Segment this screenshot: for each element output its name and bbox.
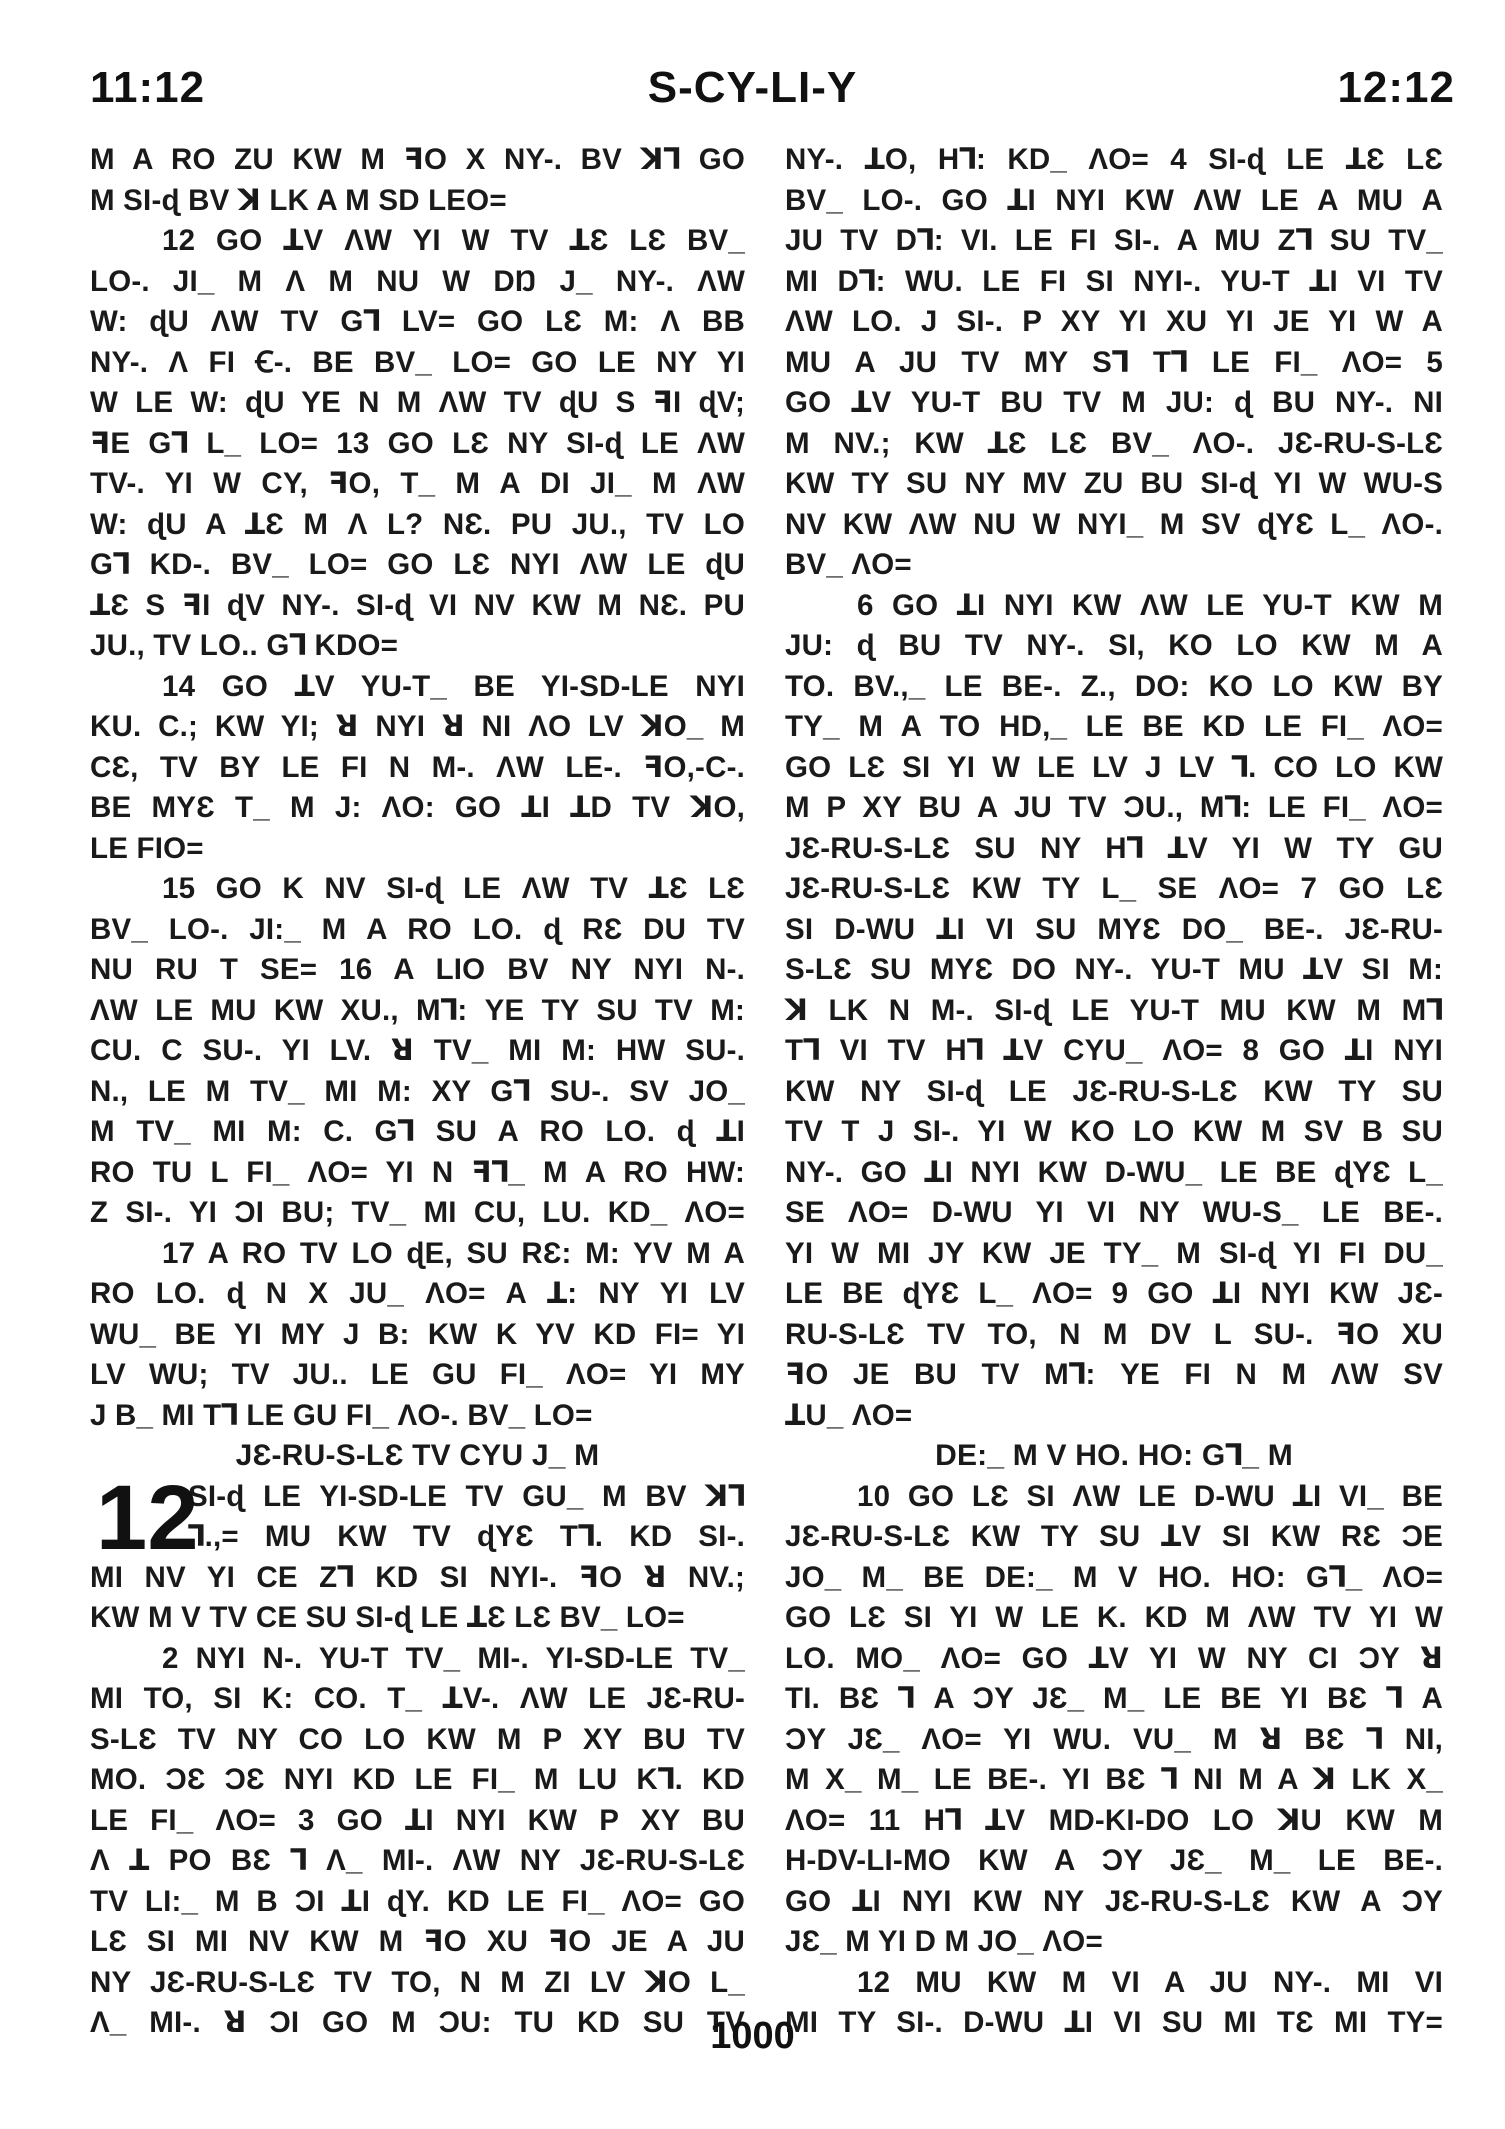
text-line: LE FIO= bbox=[90, 831, 204, 865]
text-line: YI W MI JY KW JE TY_ M SI-ɖ YI FI DU_ bbox=[785, 1236, 1443, 1270]
text-line: M SI-ɖ BV ꓘ LK A M SD LEO= bbox=[90, 183, 507, 217]
text-line: BV_ LO-. JI:_ M A RO LO. ɖ RƐ DU TV bbox=[90, 912, 745, 946]
text-line: TY_ M A TO HD,_ LE BE KD LE FI_ ΛO= bbox=[785, 710, 1443, 743]
text-line: NV KW ΛW NU W NYI_ M SV ɖYƐ L_ ΛO-. bbox=[785, 507, 1443, 541]
text-line: ΛW LO. J SI-. P XY YI XU YI JE YI W A bbox=[785, 305, 1443, 338]
text-line: Tꓶ VI TV Hꓶ ꓕV CYU_ ΛO= 8 GO ꓕI NYI bbox=[785, 1034, 1443, 1067]
section-heading: DE:_ M V HO. HO: Gꓶ_ M bbox=[935, 1439, 1293, 1472]
text-line: LƐ SI MI NV KW M ꟻO XU ꟻO JE A JU bbox=[90, 1925, 745, 1958]
text-line: RO LO. ɖ N X JU_ ΛO= A ꓕ: NY YI LV bbox=[90, 1277, 745, 1310]
text-line: LO. MO_ ΛO= GO ꓕV YI W NY CI ƆY ꓤ bbox=[785, 1641, 1443, 1675]
text-line: GO ꓕV YU-T BU TV M JU: ɖ BU NY-. NI bbox=[785, 386, 1443, 419]
header-book-title: S-CY-LI-Y bbox=[647, 63, 858, 112]
chapter-start-block bbox=[90, 1466, 745, 1569]
text-line: JƐ-RU-S-LƐ KW TY SU ꓕV SI KW RƐ ƆE bbox=[785, 1520, 1443, 1553]
text-line: GO LƐ SI YI W LE K. KD M ΛW TV YI W bbox=[785, 1601, 1443, 1634]
text-line: M NV.; KW ꓕƐ LƐ BV_ ΛO-. JƐ-RU-S-LƐ bbox=[785, 426, 1443, 460]
text-line: BE MYƐ T_ M J: ΛO: GO ꓕI ꓕD TV ꓘO, bbox=[90, 791, 745, 824]
text-line: MI TO, SI K: CO. T_ ꓕV-. ΛW LE JƐ-RU- bbox=[90, 1682, 745, 1715]
text-line: 15 GO K NV SI-ɖ LE ΛW TV ꓕƐ LƐ bbox=[162, 872, 745, 905]
text-line: KW TY SU NY MV ZU BU SI-ɖ YI W WU-S bbox=[785, 467, 1443, 500]
text-line: Gꓶ KD-. BV_ LO= GO LƐ NYI ΛW LE ɖU bbox=[90, 548, 745, 581]
right-column-lines bbox=[785, 140, 1443, 1436]
text-line: 12 MU KW M VI A JU NY-. MI VI bbox=[857, 1965, 1443, 1999]
text-line: MU A JU TV MY Sꓶ Tꓶ LE FI_ ΛO= 5 bbox=[785, 345, 1443, 379]
text-line: JƐ_ M YI D M JO_ ΛO= bbox=[785, 1925, 1103, 1958]
section-heading: JƐ-RU-S-LƐ TV CYU J_ M bbox=[235, 1439, 600, 1472]
text-line: S-LƐ SU MYƐ DO NY-. YU-T MU ꓕV SI M: bbox=[785, 953, 1443, 986]
text-line: LE FI_ ΛO= 3 GO ꓕI NYI KW P XY BU bbox=[90, 1803, 745, 1837]
text-line: 10 GO LƐ SI ΛW LE D-WU ꓕI VI_ BE bbox=[857, 1479, 1443, 1513]
text-line: MI NV YI CE Zꓶ KD SI NYI-. ꟻO ꓤ NV.; bbox=[90, 1560, 745, 1594]
chapter-number: 12 bbox=[96, 1466, 199, 1569]
text-line: M A RO ZU KW M ꟻO X NY-. BV ꓘꓶ GO bbox=[90, 143, 745, 176]
text-line: Λ ꓕ PO BƐ ꓶ Λ_ MI-. ΛW NY JƐ-RU-S-LƐ bbox=[90, 1844, 745, 1877]
header-chapter-verse-end: 12:12 bbox=[1337, 63, 1455, 112]
text-line: RO TU L FI_ ΛO= YI N ꟻꓶ_ M A RO HW: bbox=[90, 1155, 745, 1189]
right-column-lines-after bbox=[785, 1477, 1443, 2044]
text-line: N., LE M TV_ MI M: XY Gꓶ SU-. SV JO_ bbox=[90, 1074, 745, 1108]
text-line: 2 NYI N-. YU-T TV_ MI-. YI-SD-LE TV_ bbox=[162, 1641, 745, 1675]
text-line: BV_ ΛO= bbox=[785, 548, 912, 581]
text-line: NY-. ꓕO, Hꓶ: KD_ ΛO= 4 SI-ɖ LE ꓕƐ LƐ bbox=[785, 143, 1443, 176]
text-line: JU TV Dꓶ: VI. LE FI SI-. A MU Zꓶ SU TV_ bbox=[785, 224, 1443, 257]
text-line: CU. C SU-. YI LV. ꓤ TV_ MI M: HW SU-. bbox=[90, 1034, 745, 1067]
text-line: MI Dꓶ: WU. LE FI SI NYI-. YU-T ꓕI VI TV bbox=[785, 264, 1443, 298]
text-line: WU_ BE YI MY J B: KW K YV KD FI= YI bbox=[90, 1317, 745, 1351]
text-line: NY-. Λ FI Ꞓ-. BE BV_ LO= GO LE NY YI bbox=[90, 345, 745, 379]
text-line: KW NY SI-ɖ LE JƐ-RU-S-LƐ KW TY SU bbox=[785, 1074, 1443, 1108]
text-line: Z SI-. YI ƆI BU; TV_ MI CU, LU. KD_ ΛO= bbox=[90, 1196, 745, 1229]
text-line: GO LƐ SI YI W LE LV J LV ꓶ. CO LO KW bbox=[785, 750, 1443, 784]
text-line: TV LI:_ M B ƆI ꓕI ɖY. KD LE FI_ ΛO= GO bbox=[90, 1884, 745, 1918]
text-line: NY-. GO ꓕI NYI KW D-WU_ LE BE ɖYƐ L_ bbox=[785, 1155, 1443, 1189]
text-line: KW M V TV CE SU SI-ɖ LE ꓕƐ LƐ BV_ LO= bbox=[90, 1601, 685, 1634]
text-line: 6 GO ꓕI NYI KW ΛW LE YU-T KW M bbox=[857, 588, 1443, 622]
text-line: MO. ƆƐ ƆƐ NYI KD LE FI_ M LU Kꓶ. KD bbox=[90, 1763, 745, 1796]
right-text-column bbox=[785, 140, 1443, 2039]
text-line: W: ɖU A ꓕƐ M Λ L? NƐ. PU JU., TV LO bbox=[90, 507, 745, 541]
text-line: S-LƐ TV NY CO LO KW M P XY BU TV bbox=[90, 1722, 745, 1756]
text-line: SE ΛO= D-WU YI VI NY WU-S_ LE BE-. bbox=[785, 1196, 1443, 1229]
left-text-column bbox=[90, 140, 745, 2039]
text-line: J B_ MI Tꓶ LE GU FI_ ΛO-. BV_ LO= bbox=[90, 1398, 593, 1432]
text-line: TV-. YI W CY, ꟻO, T_ M A DI JI_ M ΛW bbox=[90, 467, 745, 500]
text-line: JƐ-RU-S-LƐ KW TY L_ SE ΛO= 7 GO LƐ bbox=[785, 872, 1443, 905]
text-line: 14 GO ꓕV YU-T_ BE YI-SD-LE NYI bbox=[162, 669, 745, 703]
text-line: JO_ M_ BE DE:_ M V HO. HO: Gꓶ_ ΛO= bbox=[785, 1560, 1443, 1594]
text-line: NY JƐ-RU-S-LƐ TV TO, N M ZI LV ꓘO L_ bbox=[90, 1965, 745, 1999]
text-line: LE BE ɖYƐ L_ ΛO= 9 GO ꓕI NYI KW JƐ- bbox=[785, 1277, 1443, 1310]
text-line: NU RU T SE= 16 A LIO BV NY NYI N-. bbox=[90, 953, 745, 986]
text-line: SI D-WU ꓕI VI SU MYƐ DO_ BE-. JƐ-RU- bbox=[785, 912, 1443, 946]
text-line: RU-S-LƐ TV TO, N M DV L SU-. ꟻO XU bbox=[785, 1317, 1443, 1351]
text-line: ꟻE Gꓶ L_ LO= 13 GO LƐ NY SI-ɖ LE ΛW bbox=[90, 426, 745, 460]
header-chapter-verse-start: 11:12 bbox=[90, 63, 206, 112]
text-line: TO. BV.,_ LE BE-. Z., DO: KO LO KW BY bbox=[785, 669, 1443, 703]
text-line: H-DV-LI-MO KW A ƆY JƐ_ M_ LE BE-. bbox=[785, 1844, 1443, 1877]
text-line: LV WU; TV JU.. LE GU FI_ ΛO= YI MY bbox=[90, 1358, 745, 1391]
text-line: Λ_ MI-. ꓤ ƆI GO M ƆU: TU KD SU TV bbox=[90, 2006, 745, 2039]
text-line: ꓘ LK N M-. SI-ɖ LE YU-T MU KW M Mꓶ bbox=[785, 993, 1443, 1027]
text-line: ꓶ.,= MU KW TV ɖYƐ Tꓶ. KD SI-. bbox=[188, 1520, 745, 1553]
text-line: CƐ, TV BY LE FI N M-. ΛW LE-. ꟻO,-C-. bbox=[90, 750, 745, 784]
text-line: ΛO= 11 Hꓶ ꓕV MD-KI-DO LO ꓘU KW M bbox=[785, 1803, 1443, 1837]
text-line: ΛW LE MU KW XU., Mꓶ: YE TY SU TV M: bbox=[90, 993, 745, 1027]
text-line: ꓕƐ S ꟻI ɖV NY-. SI-ɖ VI NV KW M NƐ. PU bbox=[90, 588, 745, 622]
text-line: JU: ɖ BU TV NY-. SI, KO LO KW M A bbox=[785, 629, 1443, 662]
text-line: ƆY JƐ_ ΛO= YI WU. VU_ M ꓤ BƐ ꓶ NI, bbox=[785, 1722, 1443, 1756]
text-line: MI TY SI-. D-WU ꓕI VI SU MI TƐ MI TY= bbox=[785, 2006, 1443, 2039]
text-line: M TV_ MI M: C. Gꓶ SU A RO LO. ɖ ꓕI bbox=[90, 1115, 745, 1148]
text-line: M P XY BU A JU TV ƆU., Mꓶ: LE FI_ ΛO= bbox=[785, 791, 1443, 824]
text-line: LO-. JI_ M Λ M NU W DŊ J_ NY-. ΛW bbox=[90, 264, 745, 298]
text-line: ꓕU_ ΛO= bbox=[785, 1398, 913, 1432]
text-line: TI. BƐ ꓶ A ƆY JƐ_ M_ LE BE YI BƐ ꓶ A bbox=[785, 1682, 1443, 1715]
left-column-lines bbox=[90, 140, 745, 1436]
text-line: JƐ-RU-S-LƐ SU NY Hꓶ ꓕV YI W TY GU bbox=[785, 831, 1443, 865]
text-line: BV_ LO-. GO ꓕI NYI KW ΛW LE A MU A bbox=[785, 183, 1443, 217]
text-line: 12 GO ꓕV ΛW YI W TV ꓕƐ LƐ BV_ bbox=[162, 224, 745, 257]
text-line: 17 A RO TV LO ɖE, SU RƐ: M: YV M A bbox=[162, 1236, 745, 1270]
text-line: KU. C.; KW YI; ꓤ NYI ꓤ NI ΛO LV ꓘO_ M bbox=[90, 710, 745, 743]
text-line: GO ꓕI NYI KW NY JƐ-RU-S-LƐ KW A ƆY bbox=[785, 1884, 1443, 1918]
text-line: ꟻO JE BU TV Mꓶ: YE FI N M ΛW SV bbox=[785, 1358, 1443, 1391]
text-line: W: ɖU ΛW TV Gꓶ LV= GO LƐ M: Λ BB bbox=[90, 305, 745, 338]
text-line: W LE W: ɖU YE N M ΛW TV ɖU S ꟻI ɖV; bbox=[90, 386, 745, 419]
left-column-lines-after bbox=[90, 1558, 745, 2044]
text-line: TV T J SI-. YI W KO LO KW M SV B SU bbox=[785, 1115, 1443, 1148]
text-line: SI-ɖ LE YI-SD-LE TV GU_ M BV ꓘꓶ bbox=[188, 1479, 745, 1513]
text-line: JU., TV LO.. Gꓶ KDO= bbox=[90, 629, 399, 662]
text-line: M X_ M_ LE BE-. YI BƐ ꓶ NI M A ꓘ LK X_ bbox=[785, 1763, 1443, 1796]
page-number: 1000 bbox=[710, 2015, 795, 2057]
